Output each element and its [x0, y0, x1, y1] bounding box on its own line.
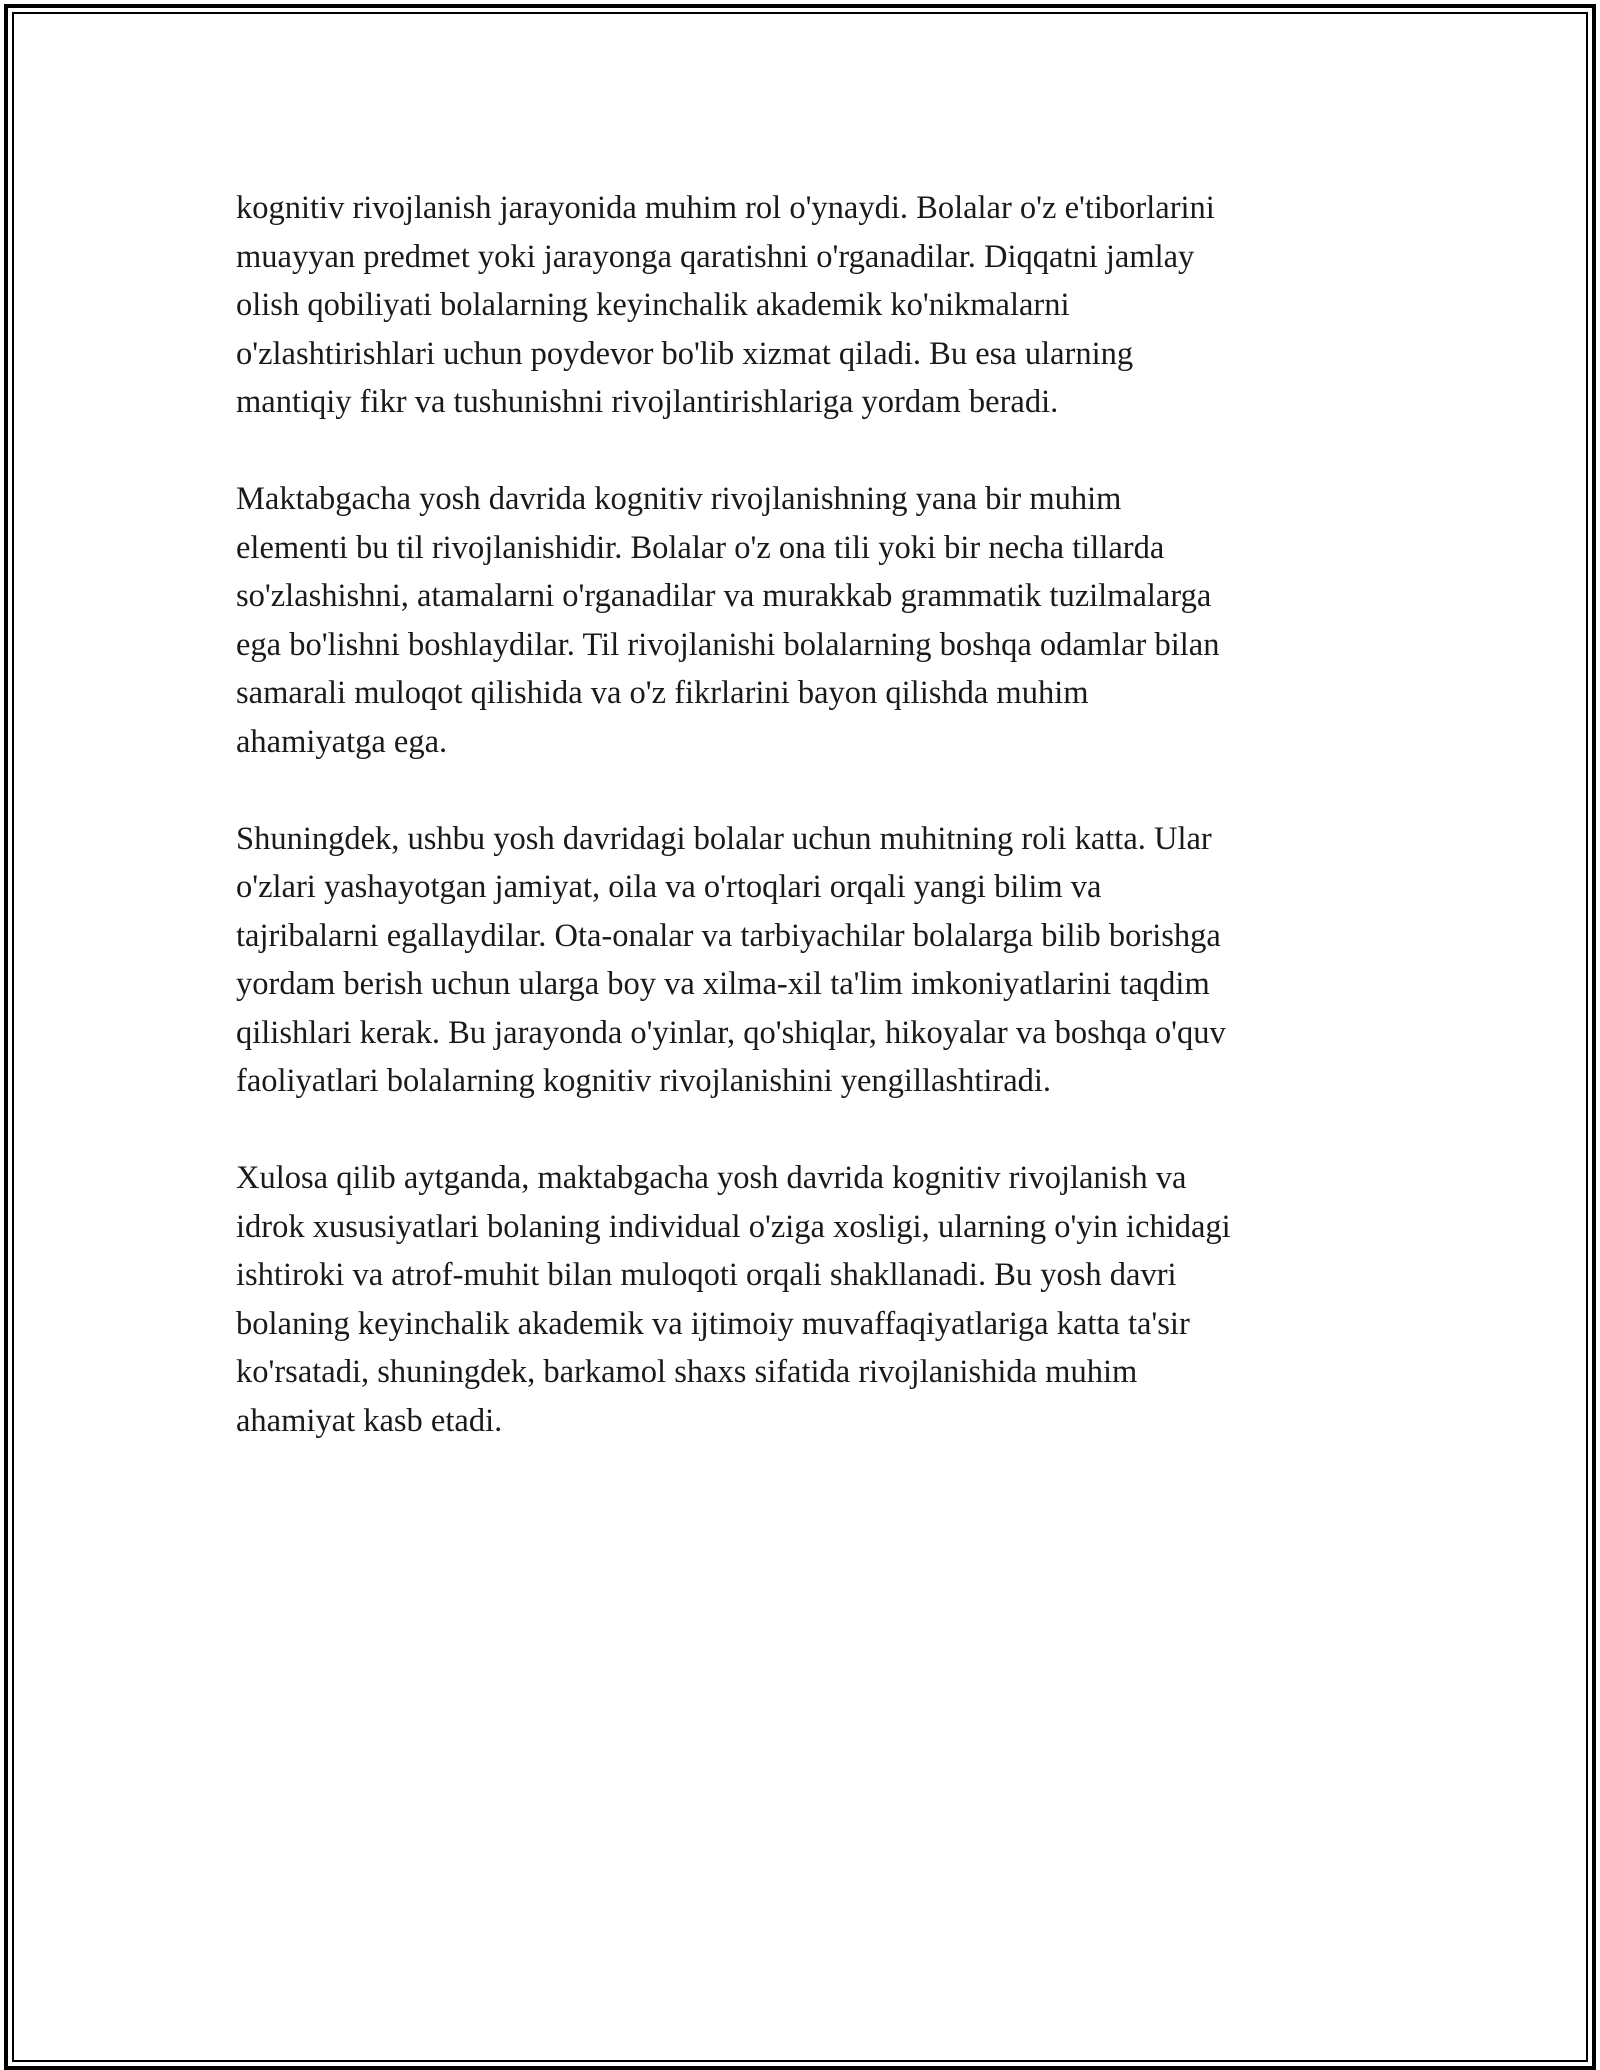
document-body: [236, 184, 1366, 1494]
paragraph-conclusion: Xulosa qilib aytganda, maktabgacha yosh davrida kognitiv rivojlanish va idrok xususiyatlari bolaning individual o'ziga xosligi, ularning o'yin ichidagi ishtiroki va atrof-muhit bilan muloqoti orqali shakllanadi. Bu yosh davri bolaning keyinchalik akademik va ijtimoiy muvaffaqiyatlariga katta ta'sir ko'rsatadi, shuningdek, barkamol shaxs sifatida rivojlanishida muhim ahamiyat kasb etadi.: [236, 1160, 1231, 1439]
paragraph-attention: kognitiv rivojlanish jarayonida muhim rol o'ynaydi. Bolalar o'z e'tiborlarini muayyan predmet yoki jarayonga qaratishni o'rganadilar. Diqqatni jamlay olish qobiliyati bolalarning keyinchalik akademik ko'nikmalarni o'zlashtirishlari uchun poydevor bo'lib xizmat qiladi. Bu esa ularning mantiqiy fikr va tushunishni rivojlantirishlariga yordam beradi.: [236, 190, 1215, 420]
paragraph-language: Maktabgacha yosh davrida kognitiv rivojlanishning yana bir muhim elementi bu til rivojlanishidir. Bolalar o'z ona tili yoki bir necha tillarda so'zlashishni, atamalarni o'rganadilar va murakkab grammatik tuzilmalarga ega bo'lishni boshlaydilar. Til rivojlanishi bolalarning boshqa odamlar bilan samarali muloqot qilishida va o'z fikrlarini bayon qilishda muhim ahamiyatga ega.: [236, 481, 1220, 760]
paragraph-environment: Shuningdek, ushbu yosh davridagi bolalar uchun muhitning roli katta. Ular o'zlari yashayotgan jamiyat, oila va o'rtoqlari orqali yangi bilim va tajribalarni egallaydilar. Ota-onalar va tarbiyachilar bolalarga bilib borishga yordam berish uchun ularga boy va xilma-xil ta'lim imkoniyatlarini taqdim qilishlari kerak. Bu jarayonda o'yinlar, qo'shiqlar, hikoyalar va boshqa o'quv faoliyatlari bolalarning kognitiv rivojlanishini yengillashtiradi.: [236, 820, 1226, 1099]
